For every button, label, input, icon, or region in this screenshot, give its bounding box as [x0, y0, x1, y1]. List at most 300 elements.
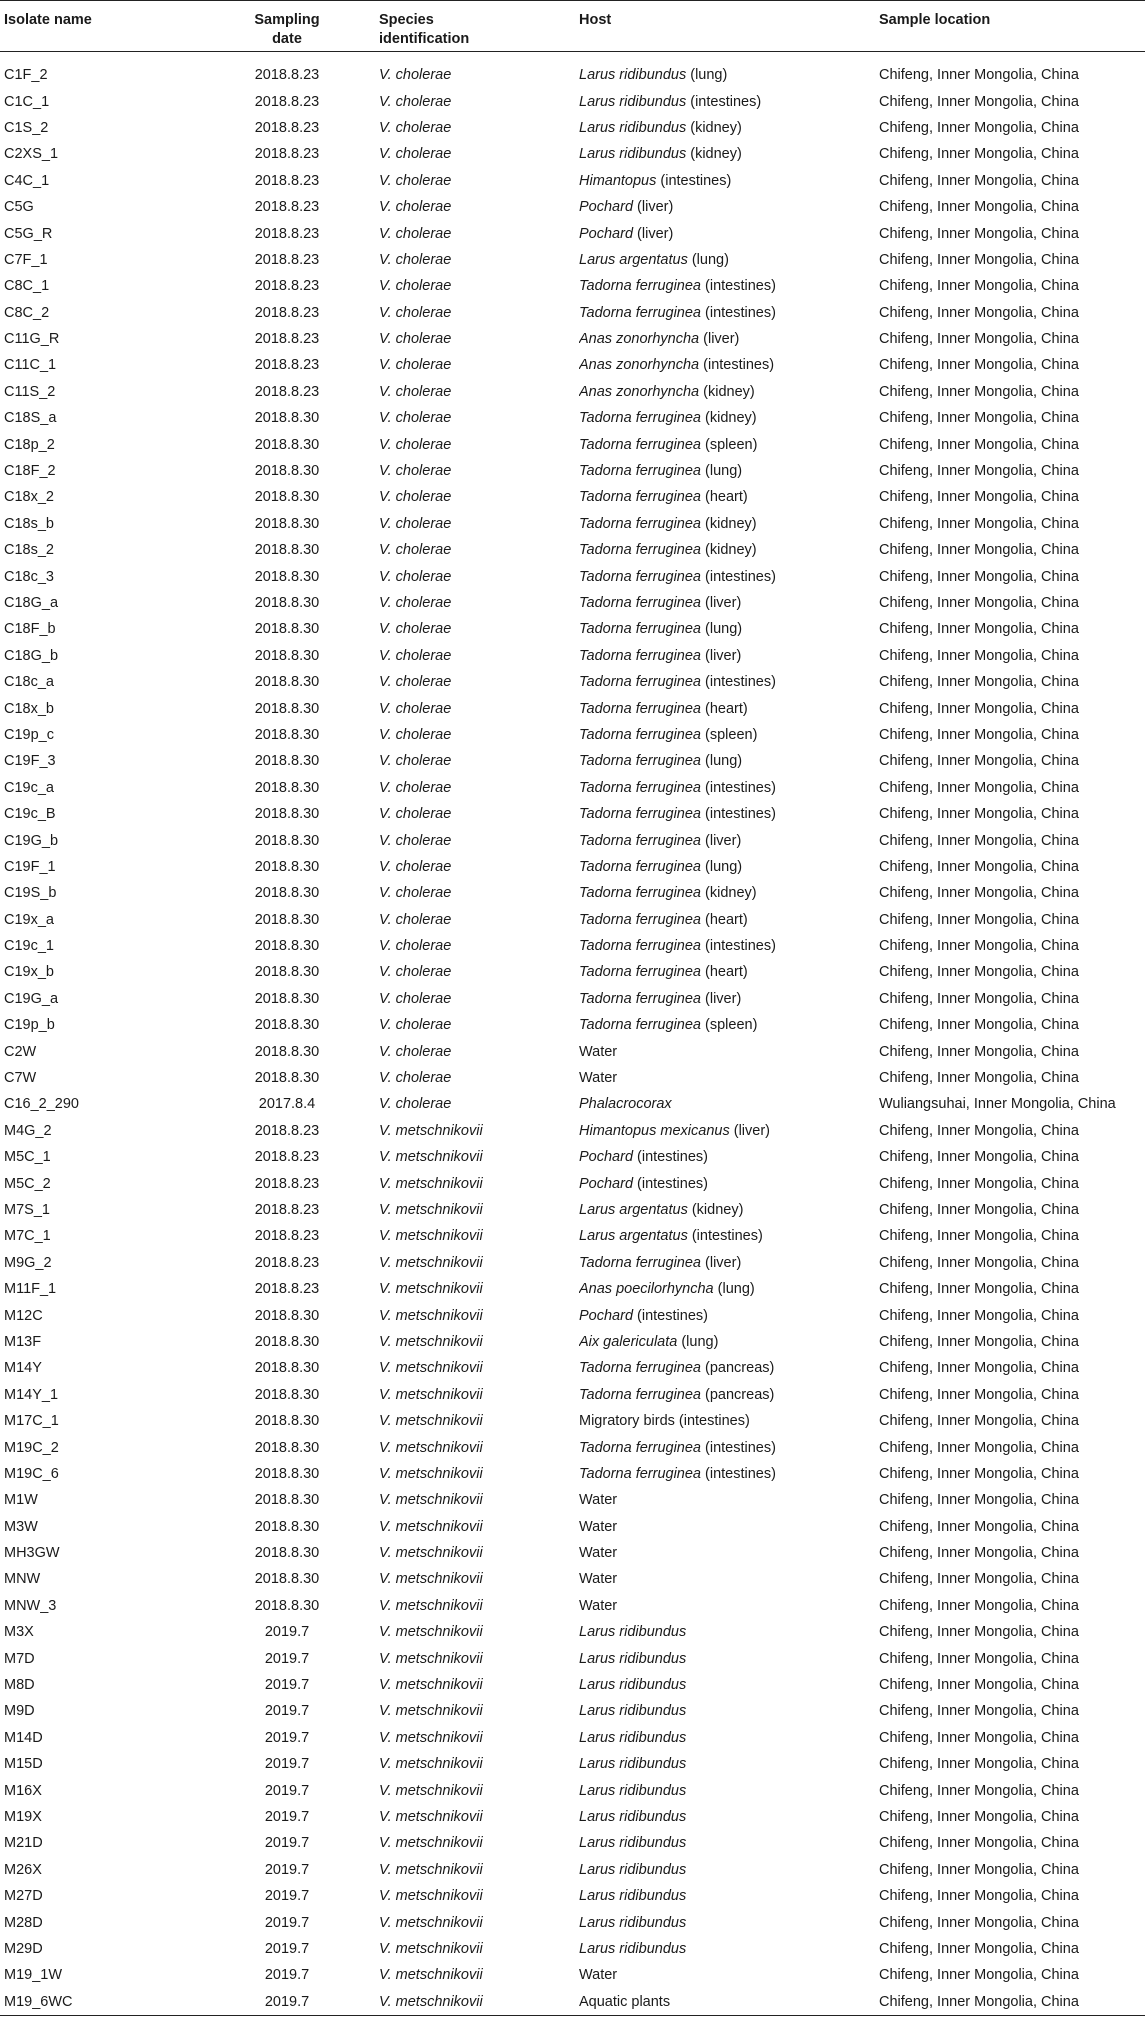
cell-species: V. cholerae [379, 119, 452, 136]
host-detail: (intestines) [701, 278, 776, 295]
cell-sampling-date: 2018.8.30 [254, 515, 320, 532]
table-row [0, 880, 1145, 906]
cell-sample-location: Chifeng, Inner Mongolia, China [879, 225, 1079, 242]
host-scientific-name: Larus ridibundus [579, 1835, 687, 1852]
cell-host [579, 141, 879, 167]
host-scientific-name: Larus ridibundus [579, 1888, 687, 1905]
cell-sampling-date: 2017.8.4 [258, 1096, 316, 1113]
cell-host [579, 854, 879, 880]
host-scientific-name: Larus ridibundus [579, 1703, 687, 1720]
host-scientific-name: Tadorna ferruginea [579, 938, 701, 955]
cell-sampling-date: 2018.8.30 [254, 700, 320, 717]
host-detail: (kidney) [687, 1201, 744, 1218]
header-species-line2: identification [379, 31, 470, 47]
cell-isolate-name: C19F_1 [4, 858, 56, 875]
cell-sample-location: Chifeng, Inner Mongolia, China [879, 1571, 1079, 1588]
cell-sample-location: Chifeng, Inner Mongolia, China [879, 1149, 1079, 1166]
cell-sampling-date: 2018.8.30 [254, 911, 320, 928]
host-detail: (kidney) [701, 410, 757, 427]
host-detail: (kidney) [686, 146, 742, 163]
table-row [0, 220, 1145, 246]
host-detail: (intestines) [701, 779, 776, 796]
cell-sampling-date: 2019.7 [264, 1650, 310, 1667]
cell-sample-location: Chifeng, Inner Mongolia, China [879, 647, 1079, 664]
host-scientific-name: Tadorna ferruginea [579, 726, 701, 743]
host-scientific-name: Tadorna ferruginea [579, 542, 701, 559]
cell-sampling-date: 2018.8.30 [254, 674, 320, 691]
cell-isolate-name: C19c_B [4, 806, 56, 823]
cell-species: V. cholerae [379, 67, 452, 84]
cell-species: V. cholerae [379, 806, 452, 823]
cell-host [579, 405, 879, 431]
cell-species: V. metschnikovii [379, 1782, 483, 1799]
cell-species: V. metschnikovii [379, 1254, 483, 1271]
cell-sampling-date: 2018.8.23 [254, 172, 320, 189]
cell-sampling-date: 2019.7 [264, 1677, 310, 1694]
header-sampling-date [197, 1, 377, 52]
cell-species: V. cholerae [379, 489, 452, 506]
cell-isolate-name: C18x_b [4, 700, 54, 717]
cell-sampling-date: 2018.8.30 [254, 1465, 320, 1482]
cell-species: V. cholerae [379, 753, 452, 770]
cell-host [579, 1487, 879, 1513]
cell-host [579, 273, 879, 299]
cell-sample-location: Chifeng, Inner Mongolia, China [879, 806, 1079, 823]
table-row [0, 1725, 1145, 1751]
cell-sampling-date: 2018.8.23 [254, 304, 320, 321]
cell-sample-location: Chifeng, Inner Mongolia, China [879, 515, 1079, 532]
cell-host [579, 115, 879, 141]
cell-isolate-name: C19S_b [4, 885, 57, 902]
cell-isolate-name: C8C_2 [4, 304, 50, 321]
table-row [0, 959, 1145, 985]
host-scientific-name: Larus ridibundus [579, 1914, 687, 1931]
cell-host [579, 1038, 879, 1064]
table-row [0, 141, 1145, 167]
cell-host [579, 1355, 879, 1381]
cell-species: V. cholerae [379, 463, 452, 480]
cell-isolate-name: M5C_2 [4, 1175, 51, 1192]
cell-host [579, 827, 879, 853]
cell-isolate-name: C7W [4, 1070, 37, 1087]
cell-sample-location: Chifeng, Inner Mongolia, China [879, 1201, 1079, 1218]
cell-sampling-date: 2018.8.23 [254, 67, 320, 84]
cell-species: V. metschnikovii [379, 1228, 483, 1245]
cell-sample-location: Chifeng, Inner Mongolia, China [879, 304, 1079, 321]
cell-species: V. metschnikovii [379, 1518, 483, 1535]
cell-isolate-name: C1F_2 [4, 67, 48, 84]
table-row [0, 1118, 1145, 1144]
cell-species: V. cholerae [379, 858, 452, 875]
cell-species: V. cholerae [379, 1070, 452, 1087]
table-row [0, 1170, 1145, 1196]
host-detail: (pancreas) [701, 1386, 775, 1403]
cell-sampling-date: 2019.7 [264, 1940, 310, 1957]
cell-sample-location: Chifeng, Inner Mongolia, China [879, 1677, 1079, 1694]
host-detail: (intestines) [699, 357, 775, 374]
table-row [0, 1329, 1145, 1355]
host-scientific-name: Tadorna ferruginea [579, 436, 701, 453]
cell-sample-location: Chifeng, Inner Mongolia, China [879, 1465, 1079, 1482]
host-detail: (lung) [701, 621, 743, 638]
table-row [0, 1777, 1145, 1803]
host-detail: Water [579, 1492, 618, 1509]
host-detail: (intestines) [701, 806, 776, 823]
cell-isolate-name: C18F_b [4, 621, 56, 638]
cell-host [579, 537, 879, 563]
host-detail: (spleen) [701, 726, 758, 743]
cell-host [579, 986, 879, 1012]
cell-sampling-date: 2018.8.30 [254, 1070, 320, 1087]
cell-host [579, 326, 879, 352]
cell-isolate-name: C18S_a [4, 410, 57, 427]
cell-sampling-date: 2018.8.30 [254, 858, 320, 875]
cell-species: V. metschnikovii [379, 1333, 483, 1350]
host-scientific-name: Tadorna ferruginea [579, 990, 701, 1007]
cell-sample-location: Chifeng, Inner Mongolia, China [879, 1043, 1079, 1060]
host-scientific-name: Larus ridibundus [579, 1756, 687, 1773]
cell-sampling-date: 2018.8.30 [254, 990, 320, 1007]
cell-species: V. metschnikovii [379, 1597, 483, 1614]
cell-sample-location: Chifeng, Inner Mongolia, China [879, 119, 1079, 136]
cell-host [579, 1461, 879, 1487]
cell-species: V. cholerae [379, 146, 452, 163]
cell-isolate-name: C19p_c [4, 726, 54, 743]
table-row [0, 326, 1145, 352]
cell-species: V. metschnikovii [379, 1677, 483, 1694]
cell-isolate-name: C19x_a [4, 911, 54, 928]
cell-species: V. cholerae [379, 964, 452, 981]
host-scientific-name: Larus ridibundus [579, 1808, 687, 1825]
cell-species: V. metschnikovii [379, 1175, 483, 1192]
table-row [0, 1619, 1145, 1645]
cell-species: V. cholerae [379, 1096, 452, 1113]
table-row [0, 1909, 1145, 1935]
host-scientific-name: Phalacrocorax [579, 1096, 672, 1113]
cell-sampling-date: 2018.8.30 [254, 568, 320, 585]
header-sampling-date-line2: date [272, 31, 302, 47]
cell-sample-location: Chifeng, Inner Mongolia, China [879, 1650, 1079, 1667]
cell-sampling-date: 2018.8.30 [254, 1439, 320, 1456]
cell-host [579, 1645, 879, 1671]
host-scientific-name: Tadorna ferruginea [579, 463, 701, 480]
cell-isolate-name: M29D [4, 1940, 43, 1957]
host-detail: (intestines) [701, 1465, 776, 1482]
cell-host [579, 1276, 879, 1302]
host-scientific-name: Tadorna ferruginea [579, 1439, 701, 1456]
host-scientific-name: Larus ridibundus [579, 93, 687, 110]
table-row [0, 1672, 1145, 1698]
host-detail: (heart) [701, 489, 748, 506]
host-scientific-name: Larus argentatus [579, 1201, 688, 1218]
cell-sampling-date: 2018.8.30 [254, 1386, 320, 1403]
cell-sampling-date: 2018.8.23 [254, 1175, 320, 1192]
cell-sample-location: Chifeng, Inner Mongolia, China [879, 1888, 1079, 1905]
table-row [0, 1197, 1145, 1223]
table-row [0, 1962, 1145, 1988]
host-scientific-name: Tadorna ferruginea [579, 806, 701, 823]
host-detail: Aquatic plants [579, 1993, 671, 2010]
cell-sample-location: Chifeng, Inner Mongolia, China [879, 568, 1079, 585]
host-scientific-name: Tadorna ferruginea [579, 858, 701, 875]
cell-host [579, 1751, 879, 1777]
host-detail: (kidney) [686, 119, 742, 136]
cell-isolate-name: C19G_a [4, 990, 59, 1007]
cell-host [579, 88, 879, 114]
host-scientific-name: Larus ridibundus [579, 67, 687, 84]
cell-sample-location: Chifeng, Inner Mongolia, China [879, 1729, 1079, 1746]
cell-sampling-date: 2018.8.30 [254, 1545, 320, 1562]
host-scientific-name: Larus argentatus [579, 1228, 688, 1245]
cell-species: V. cholerae [379, 1017, 452, 1034]
cell-isolate-name: C18p_2 [4, 436, 55, 453]
table-row [0, 1065, 1145, 1091]
host-detail: (liver) [701, 647, 742, 664]
cell-isolate-name: C1C_1 [4, 93, 50, 110]
cell-sample-location: Chifeng, Inner Mongolia, China [879, 1017, 1079, 1034]
host-scientific-name: Tadorna ferruginea [579, 1254, 701, 1271]
host-scientific-name: Larus ridibundus [579, 1782, 687, 1799]
cell-isolate-name: C19G_b [4, 832, 59, 849]
cell-sampling-date: 2019.7 [264, 1624, 310, 1641]
cell-isolate-name: C1S_2 [4, 119, 49, 136]
host-detail: (intestines) [701, 938, 776, 955]
cell-host [579, 1830, 879, 1856]
host-scientific-name: Anas zonorhyncha [579, 383, 700, 400]
cell-sample-location: Chifeng, Inner Mongolia, China [879, 146, 1079, 163]
table-row [0, 1223, 1145, 1249]
cell-host [579, 1118, 879, 1144]
cell-sampling-date: 2018.8.30 [254, 1043, 320, 1060]
cell-species: V. metschnikovii [379, 1545, 483, 1562]
cell-isolate-name: M27D [4, 1888, 43, 1905]
host-scientific-name: Tadorna ferruginea [579, 595, 701, 611]
cell-isolate-name: M21D [4, 1835, 43, 1852]
host-detail: Water [579, 1597, 618, 1614]
cell-host [579, 1698, 879, 1724]
cell-species: V. cholerae [379, 357, 452, 374]
cell-isolate-name: C18c_3 [4, 568, 54, 585]
cell-isolate-name: C18s_b [4, 515, 54, 532]
cell-host [579, 1804, 879, 1830]
cell-isolate-name: C19c_1 [4, 938, 54, 955]
host-scientific-name: Larus ridibundus [579, 146, 687, 163]
cell-isolate-name: M13F [4, 1333, 42, 1350]
cell-species: V. metschnikovii [379, 1703, 483, 1720]
host-scientific-name: Tadorna ferruginea [579, 964, 701, 981]
host-detail: (lung) [701, 753, 743, 770]
cell-host [579, 1302, 879, 1328]
cell-sampling-date: 2018.8.30 [254, 832, 320, 849]
cell-sample-location: Chifeng, Inner Mongolia, China [879, 700, 1079, 717]
cell-host [579, 194, 879, 220]
table-row [0, 827, 1145, 853]
host-detail: Water [579, 1545, 618, 1562]
host-detail: (lung) [701, 858, 743, 875]
cell-species: V. cholerae [379, 832, 452, 849]
table-row [0, 1250, 1145, 1276]
cell-sampling-date: 2018.8.30 [254, 753, 320, 770]
cell-species: V. cholerae [379, 93, 452, 110]
table-row [0, 458, 1145, 484]
host-scientific-name: Larus ridibundus [579, 1624, 687, 1641]
cell-isolate-name: C18c_a [4, 674, 54, 691]
cell-sampling-date: 2018.8.30 [254, 489, 320, 506]
cell-sample-location: Chifeng, Inner Mongolia, China [879, 1861, 1079, 1878]
cell-host [579, 722, 879, 748]
cell-host [579, 959, 879, 985]
cell-sample-location: Chifeng, Inner Mongolia, China [879, 1228, 1079, 1245]
cell-isolate-name: M28D [4, 1914, 43, 1931]
cell-species: V. cholerae [379, 885, 452, 902]
cell-host [579, 1857, 879, 1883]
host-detail: (intestines) [633, 1149, 708, 1166]
cell-species: V. metschnikovii [379, 1149, 483, 1166]
cell-sampling-date: 2018.8.23 [254, 93, 320, 110]
cell-sampling-date: 2018.8.30 [254, 436, 320, 453]
cell-isolate-name: M19C_6 [4, 1465, 59, 1482]
host-detail: (kidney) [701, 515, 757, 532]
table-row [0, 1804, 1145, 1830]
cell-sample-location: Chifeng, Inner Mongolia, China [879, 1254, 1079, 1271]
cell-species: V. metschnikovii [379, 1624, 483, 1641]
cell-isolate-name: MNW_3 [4, 1597, 57, 1614]
cell-sampling-date: 2018.8.23 [254, 251, 320, 268]
cell-host [579, 1382, 879, 1408]
host-scientific-name: Anas zonorhyncha [579, 357, 700, 374]
table-row [0, 379, 1145, 405]
cell-sample-location: Chifeng, Inner Mongolia, China [879, 1597, 1079, 1614]
cell-sample-location: Chifeng, Inner Mongolia, China [879, 1624, 1079, 1641]
cell-sample-location: Chifeng, Inner Mongolia, China [879, 542, 1079, 559]
cell-isolate-name: C18F_2 [4, 463, 56, 480]
table-row [0, 563, 1145, 589]
table-row [0, 801, 1145, 827]
host-scientific-name: Himantopus [579, 172, 657, 189]
cell-species: V. cholerae [379, 542, 452, 559]
host-detail: (liver) [701, 595, 742, 611]
cell-host [579, 300, 879, 326]
cell-host [579, 1672, 879, 1698]
cell-sample-location: Chifeng, Inner Mongolia, China [879, 1386, 1079, 1403]
cell-isolate-name: M7C_1 [4, 1228, 51, 1245]
cell-sample-location: Chifeng, Inner Mongolia, China [879, 172, 1079, 189]
host-scientific-name: Larus ridibundus [579, 1729, 687, 1746]
cell-sample-location: Chifeng, Inner Mongolia, China [879, 1070, 1079, 1087]
cell-isolate-name: C18s_2 [4, 542, 54, 559]
cell-isolate-name: M7S_1 [4, 1201, 50, 1218]
cell-sample-location: Chifeng, Inner Mongolia, China [879, 1545, 1079, 1562]
host-scientific-name: Tadorna ferruginea [579, 304, 701, 321]
cell-host [579, 247, 879, 273]
host-detail: (lung) [687, 251, 729, 268]
cell-host [579, 1091, 879, 1117]
cell-sampling-date: 2018.8.23 [254, 1122, 320, 1139]
host-detail: (lung) [713, 1281, 755, 1298]
header-sample-location: Sample location [879, 1, 1145, 52]
host-detail: (liver) [701, 1254, 742, 1271]
host-scientific-name: Aix galericulata [579, 1333, 678, 1350]
header-host: Host [579, 1, 879, 52]
cell-species: V. metschnikovii [379, 1650, 483, 1667]
cell-isolate-name: C11G_R [4, 331, 60, 348]
cell-species: V. metschnikovii [379, 1914, 483, 1931]
cell-host [579, 1012, 879, 1038]
cell-isolate-name: C19F_3 [4, 753, 56, 770]
cell-species: V. cholerae [379, 779, 452, 796]
cell-isolate-name: M15D [4, 1756, 43, 1773]
table-row [0, 907, 1145, 933]
cell-sample-location: Chifeng, Inner Mongolia, China [879, 1940, 1079, 1957]
cell-sampling-date: 2018.8.30 [254, 806, 320, 823]
cell-host [579, 1065, 879, 1091]
cell-sample-location: Chifeng, Inner Mongolia, China [879, 1307, 1079, 1324]
host-detail: (liver) [633, 225, 674, 242]
cell-host [579, 616, 879, 642]
host-scientific-name: Tadorna ferruginea [579, 911, 701, 928]
host-detail: (intestines) [701, 674, 776, 691]
table-row [0, 1566, 1145, 1592]
host-scientific-name: Tadorna ferruginea [579, 515, 701, 532]
cell-host [579, 801, 879, 827]
host-detail: (pancreas) [701, 1360, 775, 1377]
host-detail: (liver) [701, 832, 742, 849]
cell-sampling-date: 2018.8.30 [254, 542, 320, 559]
cell-isolate-name: M9D [4, 1703, 35, 1720]
table-row [0, 273, 1145, 299]
cell-host [579, 1909, 879, 1935]
cell-sample-location: Chifeng, Inner Mongolia, China [879, 938, 1079, 955]
cell-isolate-name: C18G_a [4, 595, 59, 611]
cell-sampling-date: 2018.8.30 [254, 1492, 320, 1509]
table-row [0, 484, 1145, 510]
cell-host [579, 484, 879, 510]
host-detail: (intestines) [687, 1228, 763, 1245]
table-row [0, 1461, 1145, 1487]
cell-isolate-name: M3X [4, 1624, 34, 1641]
host-scientific-name: Larus ridibundus [579, 1861, 687, 1878]
cell-sample-location: Wuliangsuhai, Inner Mongolia, China [879, 1096, 1116, 1113]
cell-sampling-date: 2018.8.30 [254, 1413, 320, 1430]
cell-host [579, 352, 879, 378]
cell-isolate-name: M19C_2 [4, 1439, 59, 1456]
header-isolate-name: Isolate name [0, 1, 197, 52]
cell-sampling-date: 2019.7 [197, 1989, 377, 2016]
cell-sample-location: Chifeng, Inner Mongolia, China [879, 832, 1079, 849]
cell-host [579, 748, 879, 774]
cell-sampling-date: 2019.7 [264, 1914, 310, 1931]
cell-species: V. cholerae [379, 199, 452, 216]
table-row [0, 775, 1145, 801]
cell-sampling-date: 2018.8.30 [254, 463, 320, 480]
host-scientific-name: Tadorna ferruginea [579, 410, 701, 427]
cell-sampling-date: 2018.8.30 [254, 647, 320, 664]
cell-host [579, 1170, 879, 1196]
table-row [0, 669, 1145, 695]
cell-sampling-date: 2018.8.23 [254, 331, 320, 348]
cell-species: V. cholerae [379, 278, 452, 295]
cell-sampling-date: 2018.8.30 [254, 779, 320, 796]
host-detail: (intestines) [701, 304, 776, 321]
cell-isolate-name: M9G_2 [4, 1254, 52, 1271]
cell-sampling-date: 2018.8.30 [254, 964, 320, 981]
cell-host [579, 1540, 879, 1566]
cell-species: V. metschnikovii [379, 1835, 483, 1852]
cell-sample-location: Chifeng, Inner Mongolia, China [879, 1413, 1079, 1430]
cell-sampling-date: 2018.8.30 [254, 1017, 320, 1034]
cell-sampling-date: 2018.8.30 [254, 1307, 320, 1324]
host-detail: (spleen) [701, 1017, 758, 1034]
